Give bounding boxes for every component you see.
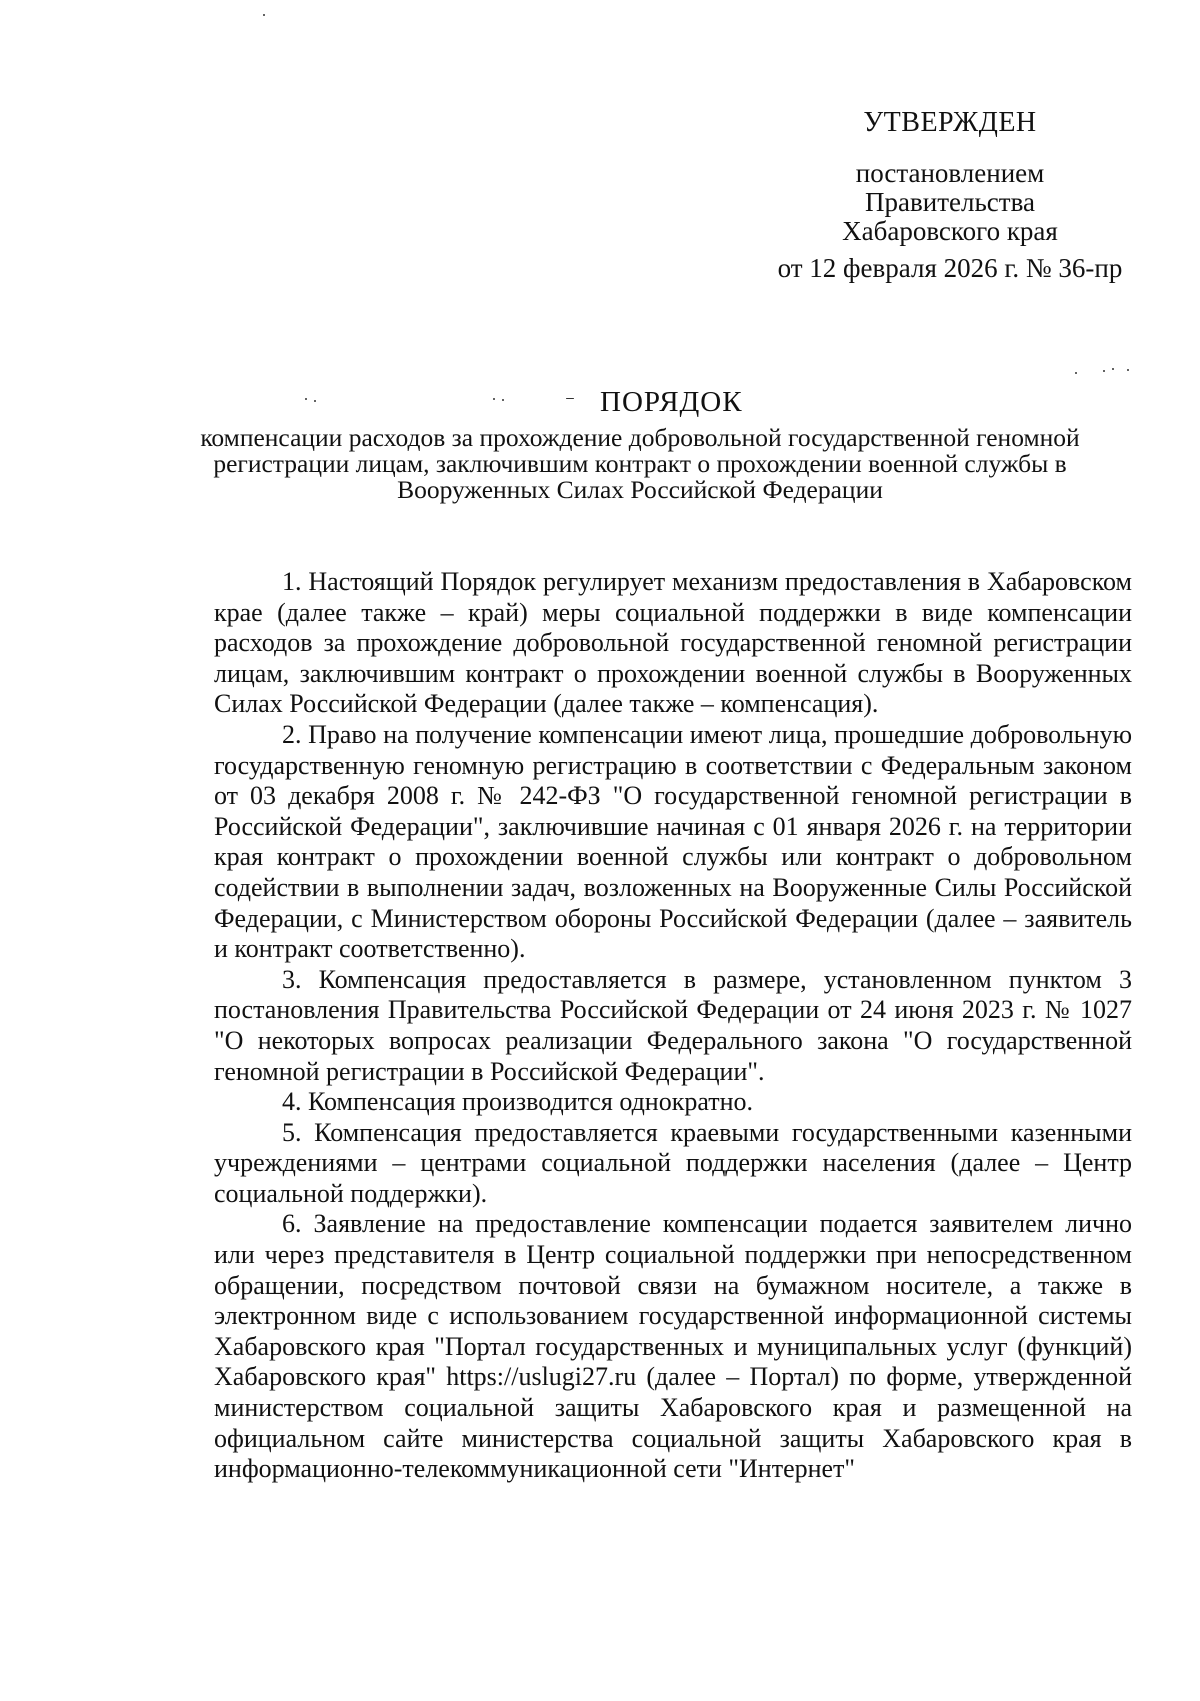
approval-stamp (760, 108, 1140, 283)
paragraph-1: 1. Настоящий Порядок регулирует механизм предоставления в Хабаровском крае (далее также – край) меры социальной поддержки в виде компенсации расходов за прохождение добровольной государственной геномной регистрации лицам, заключившим контракт о прохождении военной службы в Вооруженных Силах Российской Федерации (далее также – компенсация). (214, 567, 1132, 719)
approval-title: УТВЕРЖДЕН (863, 107, 1037, 138)
document-subtitle: компенсации расходов за прохождение добровольной государственной геномной регистрации лицам, заключившим контракт о прохождении военной службы в Вооруженных Силах Российской Федерации (200, 423, 1080, 504)
scan-speck (1103, 370, 1105, 372)
scan-speck (502, 399, 504, 401)
scan-speck (566, 398, 574, 399)
document-body (214, 567, 1132, 1485)
paragraph-6: 6. Заявление на предоставление компенсации подается заявителем лично или через представителя в Центр социальной поддержки при непосредственном обращении, посредством почтовой связи на бумажном носителе, а также в электронном виде с использованием государственной информационной системы Хабаровского края "Портал государственных и муниципальных услуг (функций) Хабаровского края" https://uslugi27.ru (далее – Портал) по форме, утвержденной министерством социальной защиты Хабаровского края и размещенной на официальном сайте министерства социальной защиты Хабаровского края в информационно-телекоммуникационной сети "Интернет" (214, 1209, 1132, 1484)
paragraph-2: 2. Право на получение компенсации имеют лица, прошедшие добровольную государственную геномную регистрацию в соответствии с Федеральным законом от 03 декабря 2008 г. № 242-ФЗ "О государственной геномной регистрации в Российской Федерации", заключившие начиная с 01 января 2026 г. на территории края контракт о прохождении военной службы или контракт о добровольном содействии в выполнении задач, возложенных на Вооруженные Силы Российской Федерации, с Министерством обороны Российской Федерации (далее – заявитель и контракт соответственно). (214, 719, 1132, 964)
scan-speck (1112, 368, 1114, 370)
scan-speck (1075, 372, 1077, 374)
approval-line-2: Правительства (865, 187, 1035, 217)
approval-line-1: постановлением (855, 158, 1045, 188)
scan-speck (314, 400, 316, 402)
document-title: ПОРЯДОК (600, 386, 743, 418)
scan-speck (305, 398, 307, 400)
scan-speck (263, 14, 265, 16)
scan-speck (493, 398, 495, 400)
paragraph-4: 4. Компенсация производится однократно. (282, 1087, 753, 1117)
paragraph-5: 5. Компенсация предоставляется краевыми государственными казенными учреждениями – центрами социальной поддержки населения (далее – Центр социальной поддержки). (214, 1117, 1132, 1208)
scan-speck (1127, 369, 1129, 371)
paragraph-3: 3. Компенсация предоставляется в размере, установленном пунктом 3 постановления Правительства Российской Федерации от 24 июня 2023 г. № 1027 "О некоторых вопросах реализации Федерального закона "О государственной геномной регистрации в Российской Федерации". (214, 964, 1132, 1086)
approval-line-3: Хабаровского края (842, 216, 1058, 246)
approval-date-line: от 12 февраля 2026 г. № 36-пр (777, 253, 1123, 283)
